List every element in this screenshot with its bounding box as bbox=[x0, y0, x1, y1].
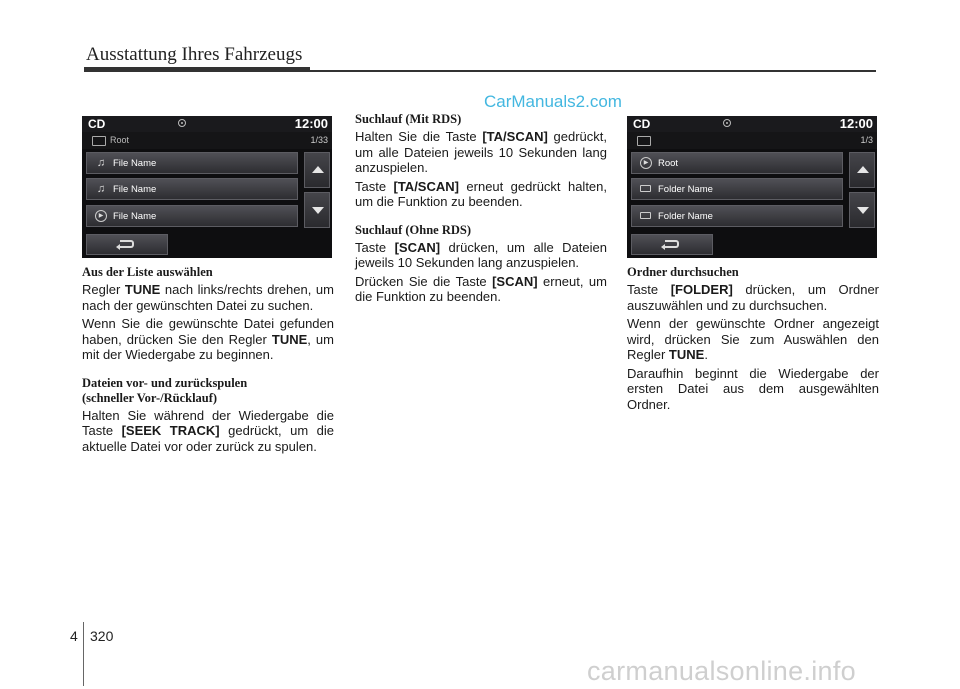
arrow-down-icon bbox=[857, 207, 869, 214]
paragraph: Daraufhin beginnt die Wiedergabe der ersten Datei aus dem ausgewählten Ordner. bbox=[627, 365, 879, 412]
back-button[interactable] bbox=[631, 234, 713, 255]
paragraph: Taste [TA/SCAN] erneut gedrückt halten, um die Funktion zu beenden. bbox=[355, 178, 607, 209]
folder-list-item[interactable] bbox=[631, 178, 843, 200]
screen-clock: 12:00 bbox=[839, 116, 873, 131]
arrow-down-icon bbox=[312, 207, 324, 214]
header-rule-thick bbox=[84, 67, 310, 72]
cd-file-list-screen bbox=[82, 116, 332, 258]
section-heading: (schneller Vor-/Rücklauf) bbox=[82, 390, 218, 405]
music-note-icon: ♫ bbox=[96, 183, 106, 195]
disc-indicator-icon bbox=[723, 119, 731, 127]
file-list-item[interactable] bbox=[86, 152, 298, 174]
back-arrow-icon bbox=[120, 240, 134, 248]
scroll-down-button[interactable] bbox=[849, 192, 875, 228]
section-heading: Ordner durchsuchen bbox=[627, 265, 739, 279]
arrow-up-icon bbox=[857, 166, 869, 173]
section-heading: Aus der Liste auswählen bbox=[82, 265, 213, 279]
paragraph: Halten Sie während der Wiedergabe die Taste [SEEK TRACK] gedrückt, um die aktuelle Datei vor oder zurück zu spulen. bbox=[82, 407, 335, 454]
music-note-icon: ♫ bbox=[96, 157, 106, 169]
folder-list-item[interactable] bbox=[631, 152, 843, 174]
disc-indicator-icon bbox=[178, 119, 186, 127]
text-column-2 bbox=[355, 112, 607, 308]
back-button[interactable] bbox=[86, 234, 168, 255]
file-list-item[interactable] bbox=[86, 205, 298, 227]
section-heading: Suchlauf (Ohne RDS) bbox=[355, 222, 471, 237]
section-heading: Suchlauf (Mit RDS) bbox=[355, 112, 462, 126]
folder-icon bbox=[92, 136, 106, 146]
screen-clock: 12:00 bbox=[294, 116, 328, 131]
screen-file-count: 1/33 bbox=[310, 135, 328, 145]
section-heading: Dateien vor- und zurückspulen bbox=[82, 375, 248, 390]
paragraph: Taste [SCAN] drücken, um alle Dateien jeweils 10 Sekunden lang anzuspielen. bbox=[355, 239, 607, 270]
folder-icon bbox=[637, 136, 651, 146]
file-list-item-label: File Name bbox=[113, 158, 157, 169]
page-number: 320 bbox=[90, 628, 114, 644]
paragraph: Halten Sie die Taste [TA/SCAN] gedrückt, um alle Dateien jeweils 10 Sekunden lang anzuspielen. bbox=[355, 129, 607, 175]
play-icon: ▶ bbox=[640, 157, 652, 169]
folder-icon bbox=[640, 185, 651, 192]
cd-folder-list-screen bbox=[627, 116, 877, 258]
scroll-up-button[interactable] bbox=[304, 152, 330, 188]
page-header-title: Ausstattung Ihres Fahrzeugs bbox=[86, 44, 303, 65]
scroll-up-button[interactable] bbox=[849, 152, 875, 188]
screen-path-row bbox=[627, 132, 877, 149]
file-list-item-label: File Name bbox=[113, 184, 157, 195]
folder-list-item-label: Root bbox=[658, 158, 679, 169]
file-list-item[interactable] bbox=[86, 178, 298, 200]
folder-icon bbox=[640, 212, 651, 219]
screen-mode-label: CD bbox=[633, 117, 651, 131]
text-column-1 bbox=[82, 265, 334, 457]
chapter-number: 4 bbox=[70, 628, 78, 644]
play-icon: ▶ bbox=[95, 210, 107, 222]
back-arrow-icon bbox=[665, 240, 679, 248]
folder-list-item-label: Folder Name bbox=[658, 184, 713, 195]
paragraph: Wenn Sie die gewünschte Datei gefunden haben, drücken Sie den Regler TUNE, um mit der Wiedergabe zu beginnen. bbox=[82, 316, 334, 362]
paragraph: Drücken Sie die Taste [SCAN] erneut, um die Funktion zu beenden. bbox=[355, 273, 607, 304]
watermark-top: CarManuals2.com bbox=[484, 92, 622, 111]
screen-mode-label: CD bbox=[88, 117, 106, 131]
paragraph: Taste [FOLDER] drücken, um Ordner auszuwählen und zu durchsuchen. bbox=[627, 282, 880, 313]
footer-divider bbox=[83, 622, 84, 686]
folder-list-item[interactable] bbox=[631, 205, 843, 227]
folder-list-item-label: Folder Name bbox=[658, 211, 713, 222]
paragraph: Wenn der gewünschte Ordner angezeigt wird, drücken Sie zum Auswählen den Regler TUNE. bbox=[627, 316, 879, 362]
paragraph: Regler TUNE nach links/rechts drehen, um nach der gewünschten Datei zu suchen. bbox=[82, 282, 334, 313]
scroll-down-button[interactable] bbox=[304, 192, 330, 228]
file-list-item-label: File Name bbox=[113, 211, 157, 222]
screen-folder-count: 1/3 bbox=[860, 135, 873, 145]
screen-path-label: Root bbox=[110, 135, 130, 145]
watermark-bottom: carmanualsonline.info bbox=[587, 656, 856, 686]
text-column-3 bbox=[627, 265, 879, 415]
arrow-up-icon bbox=[312, 166, 324, 173]
header-rule-thin bbox=[310, 70, 876, 72]
